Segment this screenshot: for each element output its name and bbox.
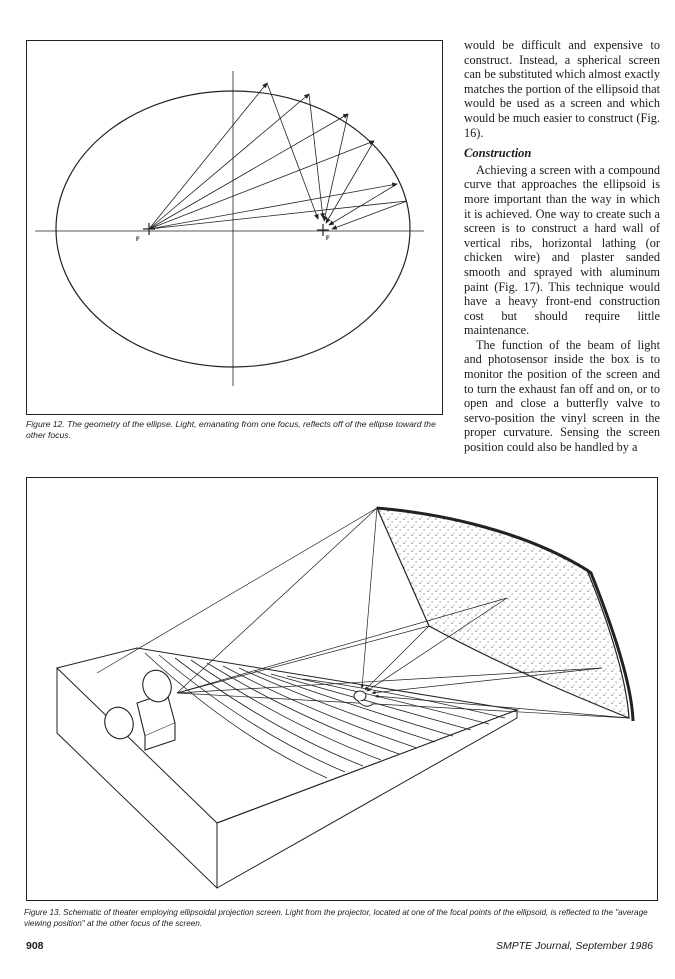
paragraph-construction: Achieving a screen with a compound curve that approaches the ellipsoid is more important than the way in which it is achieved. One way to create such a screen is to construct a hard wall of vertical ribs, horizontal lathing (or chicken wire) and plaster sanded smooth and sprayed with aluminum paint (Fig. 17). This technique would have a heavy front-end construction cost but should require little maintenance. <box>464 162 660 338</box>
seating-block-side <box>217 710 517 888</box>
paragraph-light-beam: The function of the beam of light and photosensor inside the box is to monitor the position of the screen and to turn the exhaust fan off and on, or to open and close a butterfly valve to servo-position the vinyl screen in the proper curvature. Sensing the screen position could also be handled by a <box>464 337 660 455</box>
paragraph-continued: would be difficult and expensive to construct. Instead, a spherical screen can be substituted which almost exactly matches the portion of the ellipsoid that would be used as a screen and which would be much easier to construct (Fig. 16). <box>464 38 660 140</box>
viewer-figure <box>354 691 373 706</box>
focus-right-marker <box>317 224 329 236</box>
journal-citation: SMPTE Journal, September 1986 <box>496 940 653 952</box>
theater-schematic-svg <box>27 478 657 900</box>
figure-12-ellipse-diagram <box>26 40 443 415</box>
figure-13-caption: Figure 13. Schematic of theater employing ellipsoidal projection screen. Light from the projector, located at one of the focal points of the ellipsoid, is reflected to the "average viewing position" at the other focus of the screen. <box>24 908 648 928</box>
page-number: 908 <box>26 940 44 952</box>
focus-label-left: F <box>136 237 140 243</box>
seating-rows <box>145 653 505 778</box>
focus-label-right: F <box>326 236 330 242</box>
body-text-column <box>464 38 660 455</box>
incident-rays <box>149 83 397 229</box>
figure-13-theater-schematic <box>26 477 658 901</box>
figure-12-caption: Figure 12. The geometry of the ellipse. Light, emanating from one focus, reflects off of the ellipse toward the other focus. <box>26 419 436 440</box>
ellipse-geometry-svg <box>27 41 442 414</box>
projector <box>100 666 175 750</box>
seating-block-front <box>57 668 217 888</box>
focus-left-marker <box>143 223 155 235</box>
section-heading-construction: Construction <box>464 146 532 161</box>
ellipsoidal-screen-surface <box>377 508 629 718</box>
